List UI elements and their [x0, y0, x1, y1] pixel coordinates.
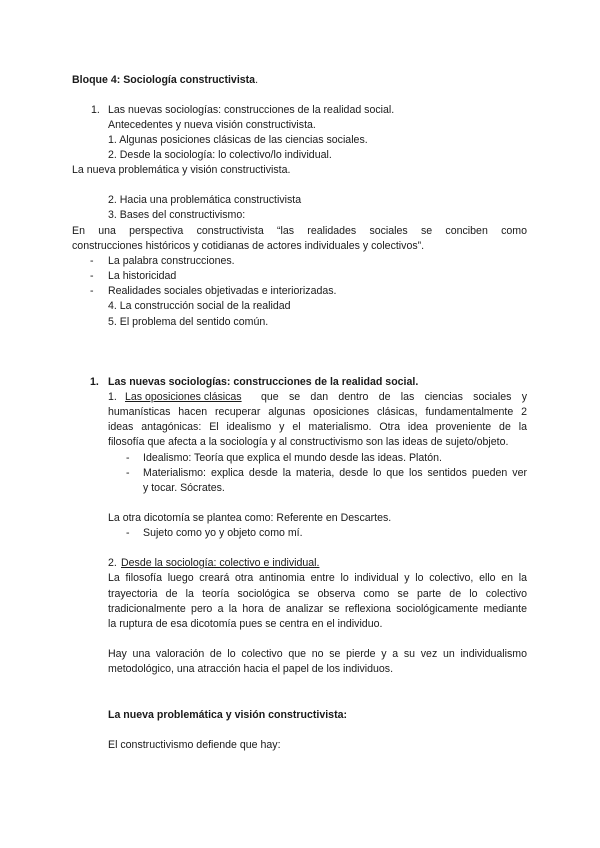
- para-2-line-2: trayectoria de la teoría sociológica se observa como se parte de lo colectivo: [108, 588, 527, 600]
- page-title-text: Bloque 4: Sociología constructivista: [72, 74, 256, 86]
- outline-quote-line-1: En una perspectiva constructivista “las realidades sociales se conciben como: [72, 225, 527, 237]
- outline-item-1-number: 1.: [91, 104, 100, 116]
- para-2-line-1: La filosofía luego creará otra antinomia entre lo individual y lo colectivo, ello en la: [108, 572, 527, 584]
- sujeto-item: Sujeto como yo y objeto como mí.: [143, 527, 303, 539]
- para-1-line-3: ideas antagónicas: El idealismo y el materialismo. Otra idea proveniente de la: [108, 421, 527, 433]
- para-1-line-4: filosofía que afecta a la sociología y al constructivismo son las ideas de sujeto/objeto.: [108, 436, 509, 448]
- para-3-line-1: Hay una valoración de lo colectivo que no se pierde y a su vez un individualismo: [108, 648, 527, 660]
- materialismo-line-1: Materialismo: explica desde la materia, desde lo que los sentidos pueden ver: [143, 467, 527, 479]
- section-1-number: 1.: [90, 376, 99, 388]
- idealismo-item: Idealismo: Teoría que explica el mundo desde las ideas. Platón.: [143, 452, 442, 464]
- outline-problematica: La nueva problemática y visión constructivista.: [72, 164, 291, 176]
- para-1-line-1: que se dan dentro de las ciencias sociales y: [261, 391, 527, 403]
- para-2-heading: Desde la sociología: colectivo e individual.: [121, 557, 320, 569]
- outline-item-1-subtitle: Antecedentes y nueva visión constructivista.: [108, 119, 316, 131]
- outline-sub-5: 4. La construcción social de la realidad: [108, 300, 291, 312]
- section-2-heading: La nueva problemática y visión constructivista:: [108, 709, 348, 721]
- bullet-dash-2: -: [90, 270, 94, 282]
- dicotomia-text: La otra dicotomía se plantea como: Referente en Descartes.: [108, 512, 392, 524]
- para-3-line-2: metodológico, una atracción hacia el papel de los individuos.: [108, 663, 394, 675]
- section-2-text: El constructivismo defiende que hay:: [108, 739, 281, 751]
- outline-sub-2: 2. Desde la sociología: lo colectivo/lo individual.: [108, 149, 332, 161]
- para-2-line-4: la ruptura de esa dicotomía pues se centra en el individuo.: [108, 618, 383, 630]
- section-1-heading: Las nuevas sociologías: construcciones de la realidad social.: [108, 376, 419, 388]
- outline-sub-3: 2. Hacia una problemática constructivista: [108, 194, 302, 206]
- page-title: [72, 73, 258, 87]
- page-title-period: .: [255, 74, 259, 86]
- outline-sub-1: 1. Algunas posiciones clásicas de las ciencias sociales.: [108, 134, 368, 146]
- outline-quote-line-2: construcciones históricos y cotidianas de actores individuales y colectivos”.: [72, 240, 425, 252]
- bullet-realidades: Realidades sociales objetivadas e interiorizadas.: [108, 285, 337, 297]
- outline-sub-6: 5. El problema del sentido común.: [108, 316, 269, 328]
- bullet-dash-1: -: [90, 255, 94, 267]
- para-1-line-2: humanísticas hacen recuperar algunas oposiciones clásicas, fundamentalmente 2: [108, 406, 527, 418]
- bullet-dash-3: -: [90, 285, 94, 297]
- para-2-number: 2.: [108, 557, 117, 569]
- materialismo-dash: -: [126, 467, 130, 479]
- para-1-underlined-term: Las oposiciones clásicas: [125, 391, 242, 403]
- para-1-number: 1.: [108, 391, 117, 403]
- para-2-line-3: tradicionalmente pero a la hora de analizar se reflexiona sociológicamente mediante: [108, 603, 527, 615]
- bullet-construcciones: La palabra construcciones.: [108, 255, 235, 267]
- sujeto-dash: -: [126, 527, 130, 539]
- outline-sub-4: 3. Bases del constructivismo:: [108, 209, 246, 221]
- outline-item-1: Las nuevas sociologías: construcciones de la realidad social.: [108, 104, 395, 116]
- bullet-historicidad: La historicidad: [108, 270, 177, 282]
- materialismo-line-2: y tocar. Sócrates.: [143, 482, 225, 494]
- idealismo-dash: -: [126, 452, 130, 464]
